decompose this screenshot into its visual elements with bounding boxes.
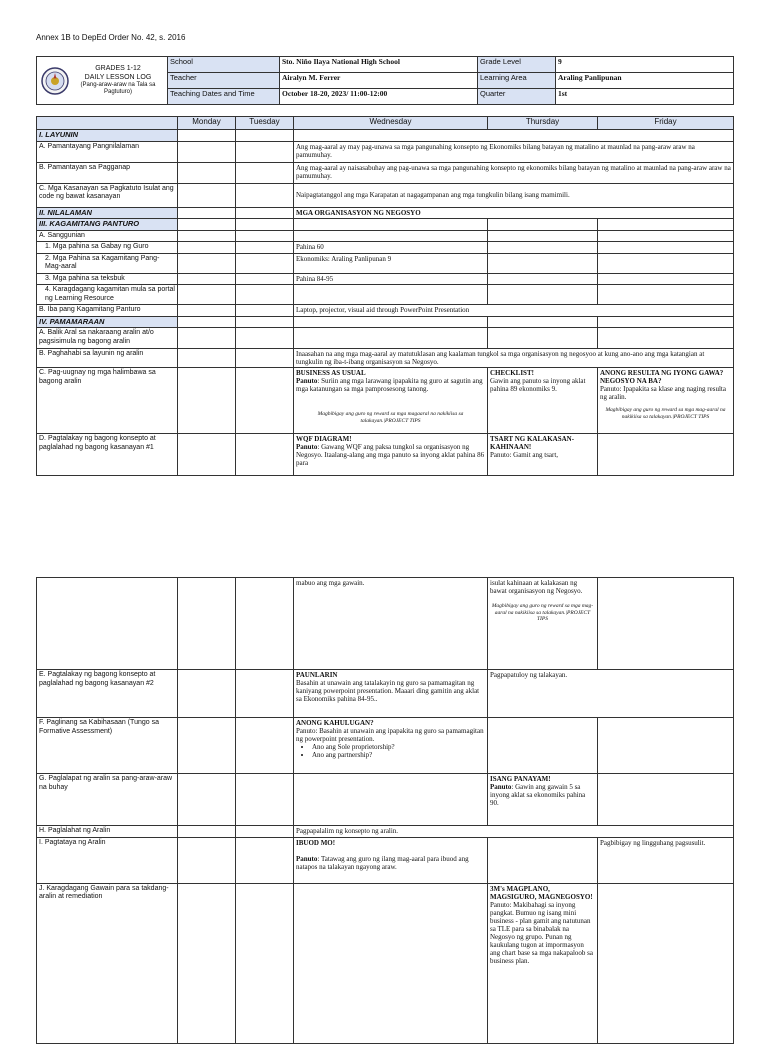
f-wed-list xyxy=(296,743,485,759)
quarter-value: 1st xyxy=(556,89,734,105)
teacher-label: Teacher xyxy=(168,73,280,89)
school-value: Sto. Niño Ilaya National High School xyxy=(280,57,478,73)
dates-label: Teaching Dates and Time xyxy=(168,89,280,105)
row-label-j: J. Karagdagang Gawain para sa takdang-aralin at remediation xyxy=(37,883,178,1043)
c2-wed-tips: Magbibigay ang guro ng reward sa mga magaaral na nakikiisa sa talakayan.|PROJECT TIPS xyxy=(317,411,464,424)
row-label-sanggunian: A. Sanggunian xyxy=(37,230,178,242)
f-wed-text: Panuto: Basahin at unawain ang ipapakita ng guro sa pamamagitan ng powerpoint presentation. xyxy=(296,727,484,743)
iba-text: Laptop, projector, visual aid through PowerPoint Presentation xyxy=(294,305,734,317)
col-tuesday: Tuesday xyxy=(236,117,294,130)
i-wed-panuto: Panuto xyxy=(296,854,318,863)
d-thu-text: Panuto: Gamit ang tsart, xyxy=(490,451,559,459)
e-thu-text: Pagpapatuloy ng talakayan. xyxy=(488,670,734,718)
c2-fri-title: ANONG RESULTA NG IYONG GAWA?NEGOSYO NA BA? xyxy=(600,369,724,385)
logo-cell xyxy=(37,57,168,105)
row-c-text: Naipagtatanggol ang mga Karapatan at nagagampanan ang mga tungkulin bilang isang mamimili. xyxy=(294,183,734,207)
d-wed-panuto: Panuto xyxy=(296,443,318,451)
logo-note: (Pang-araw-araw na Tala sa Pagtuturo) xyxy=(80,82,156,95)
row-label-teksbuk: 3. Mga pahina sa teksbuk xyxy=(37,273,178,285)
row-label-c2: C. Pag-uugnay ng mga halimbawa sa bagong aralin xyxy=(37,368,178,434)
quarter-label: Quarter xyxy=(478,89,556,105)
row-label-g: G. Paglalapat ng aralin sa pang-araw-araw na buhay xyxy=(37,774,178,826)
row-label-balik: A. Balik Aral sa nakaraang aralin at/o pagsisimula ng bagong aralin xyxy=(37,328,178,349)
section-nilalaman: II. NILALAMAN xyxy=(37,207,178,219)
d2-thu-tips: Magbibigay ang guro ng reward sa mga mag-aaral na nakikiisa sa talakayan.|PROJECT TIPS xyxy=(491,603,594,622)
list-item: • Ano ang Sole proprietorship? xyxy=(312,743,485,751)
annex-label: Annex 1B to DepEd Order No. 42, s. 2016 xyxy=(36,33,186,42)
paghahabi-text: Inaasahan na ang mga mag-aaral ay matutuklasan ang kaalaman tungkol sa mga organisasyon ng negosyoo at kung ano-ano ang mga katangian at tungkulin ng iba-t-ibang organisasyon sa Negosyo. xyxy=(294,349,734,368)
f-wed-title: ANONG KAHULUGAN? xyxy=(296,719,374,727)
kagamitang-text: Ekonomiks: Araling Panlipunan 9 xyxy=(294,253,488,273)
c2-thu-title: CHECKLIST! xyxy=(490,369,534,377)
row-label-i: I. Pagtataya ng Aralin xyxy=(37,837,178,883)
row-label-f: F. Paglinang sa Kabihasaan (Tungo sa Formative Assessment) xyxy=(37,718,178,774)
col-thursday: Thursday xyxy=(488,117,598,130)
guro-text: Pahina 60 xyxy=(294,242,488,254)
c2-wed-title: BUSINESS AS USUAL xyxy=(296,369,366,377)
dates-value: October 18-20, 2023/ 11:00-12:00 xyxy=(280,89,478,105)
d-wed-text: : Gawang WQF ang paksa tungkol sa organisasyon ng Negosyo. Itaalang-alang ang mga panuto sa inyong aklat pahina 86 para xyxy=(296,443,485,467)
c2-wed-text: : Suriin ang mga larawang ipapakita ng guro at sagutin ang mga katanungan sa mga pamprosesong tanong. xyxy=(296,377,483,393)
row-label-a: A. Pamantayang Pangnilalaman xyxy=(37,141,178,162)
e-wed-title: PAUNLARIN xyxy=(296,671,338,679)
logo-title: GRADES 1-12 xyxy=(95,65,141,72)
school-label: School xyxy=(168,57,280,73)
i-fri-text: Pagbibigay ng lingguhang pagsusulit. xyxy=(598,837,734,883)
row-label-guro: 1. Mga pahina sa Gabay ng Guro xyxy=(37,242,178,254)
d-thu-title: TSART NG KALAKASAN-KAHINAAN! xyxy=(490,435,575,451)
e-wed-text: Basahin at unawain ang tatalakayin ng guro sa pamamagitan ng kaniyang powerpoint presentation. Maaari ding gamitin ang aklat sa Ekonomiks pahina 84-95.. xyxy=(296,679,480,703)
row-label-d: D. Pagtalakay ng bagong konsepto at paglalahad ng bagong kasanayan #1 xyxy=(37,434,178,476)
row-b-text: Ang mag-aaral ay naisasabuhay ang pag-unawa sa mga pangunahing konsepto ng ekonomiks bilang batayan ng matalino at maunlad na pang-araw araw na pamumuhay. xyxy=(294,162,734,183)
d2-wed-text: mabuo ang mga gawain. xyxy=(294,578,488,670)
list-item: • Ano ang partnership? xyxy=(312,751,485,759)
area-value: Araling Panlipunan xyxy=(556,73,734,89)
row-label-h: H. Paglalahat ng Aralin xyxy=(37,826,178,838)
section-kagamitan: III. KAGAMITANG PANTURO xyxy=(37,219,178,231)
row-a-text: Ang mag-aaral ay may pag-unawa sa mga pangunahing konsepto ng Ekonomiks bilang batayan ng matalino at maunlad na pang-araw araw na pamumuhay. xyxy=(294,141,734,162)
c2-fri-text: Panuto: Ipapakita sa klase ang naging resulta ng aralin. xyxy=(600,385,726,401)
grade-value: 9 xyxy=(556,57,734,73)
j-thu-text: Panuto: Makibahagi sa inyong pangkat. Bumuo ng isang mini business - plan gamit ang natutunan sa TLE para sa binabalak na Negosyo ng grupo. Punan ng kaukulang tugon at impormasyon ang chart base sa mga nakapaloob sa business plan. xyxy=(490,900,594,965)
nilalaman-text: MGA ORGANISASYON NG NEGOSYO xyxy=(294,207,734,219)
d-wed-title: WQF DIAGRAM! xyxy=(296,435,352,443)
row-label-paghahabi: B. Paghahabi sa layunin ng aralin xyxy=(37,349,178,368)
j-thu-title: 3M's MAGPLANO, MAGSIGURO, MAGNEGOSYO! xyxy=(490,884,593,901)
deped-seal-icon xyxy=(41,67,69,95)
teksbuk-text: Pahina 84-95 xyxy=(294,273,488,285)
col-monday: Monday xyxy=(178,117,236,130)
d2-thu-text: isulat kahinaan at kalakasan ng bawat organisasyon ng Negosyo. xyxy=(490,579,583,595)
row-label-kagamitang: 2. Mga Pahina sa Kagamitang Pang-Mag-aaral xyxy=(37,253,178,273)
teacher-value: Airalyn M. Ferrer xyxy=(280,73,478,89)
row-label-iba: B. Iba pang Kagamitang Panturo xyxy=(37,305,178,317)
g-thu-text: : Gawin ang gawain 5 sa inyong aklat sa ekonomiks pahina 90. xyxy=(490,783,586,807)
h-text: Pagpapalalim ng konsepto ng aralin. xyxy=(294,826,734,838)
row-label-portal: 4. Karagdagang kagamitan mula sa portal ng Learning Resource xyxy=(37,285,178,305)
header-table xyxy=(36,56,734,105)
row-label-e: E. Pagtalakay ng bagong konsepto at paglalahad ng bagong kasanayan #2 xyxy=(37,670,178,718)
corner-header xyxy=(37,117,178,130)
col-wednesday: Wednesday xyxy=(294,117,488,130)
lesson-table-page-2 xyxy=(36,577,734,1044)
area-label: Learning Area xyxy=(478,73,556,89)
row-label-b: B. Pamantayan sa Pagganap xyxy=(37,162,178,183)
section-pamamaraan: IV. PAMAMARAAN xyxy=(37,316,178,328)
i-wed-title: IBUOD MO! xyxy=(296,838,336,847)
row-label-c: C. Mga Kasanayan sa Pagkatuto Isulat ang code ng bawat kasanayan xyxy=(37,183,178,207)
col-friday: Friday xyxy=(598,117,734,130)
grade-label: Grade Level xyxy=(478,57,556,73)
c2-thu-text: Gawin ang panuto sa inyong aklat pahina 89 ekonomiks 9. xyxy=(490,377,586,393)
i-wed-text: : Tatawag ang guro ng ilang mag-aaral para ibuod ang natapos na talakayan ngayong araw. xyxy=(296,854,469,871)
c2-wed-panuto: Panuto xyxy=(296,377,318,385)
logo-subtitle: DAILY LESSON LOG xyxy=(84,73,152,81)
lesson-table-page-1 xyxy=(36,116,734,476)
g-thu-panuto: Panuto xyxy=(490,783,512,791)
c2-fri-tips: Magbibigay ang guro ng reward sa mga mag-aaral na nakikiisa sa talakayan.|PROJECT TIPS xyxy=(605,407,726,420)
section-layunin: I. LAYUNIN xyxy=(37,130,178,142)
g-thu-title: ISANG PANAYAM! xyxy=(490,775,551,783)
